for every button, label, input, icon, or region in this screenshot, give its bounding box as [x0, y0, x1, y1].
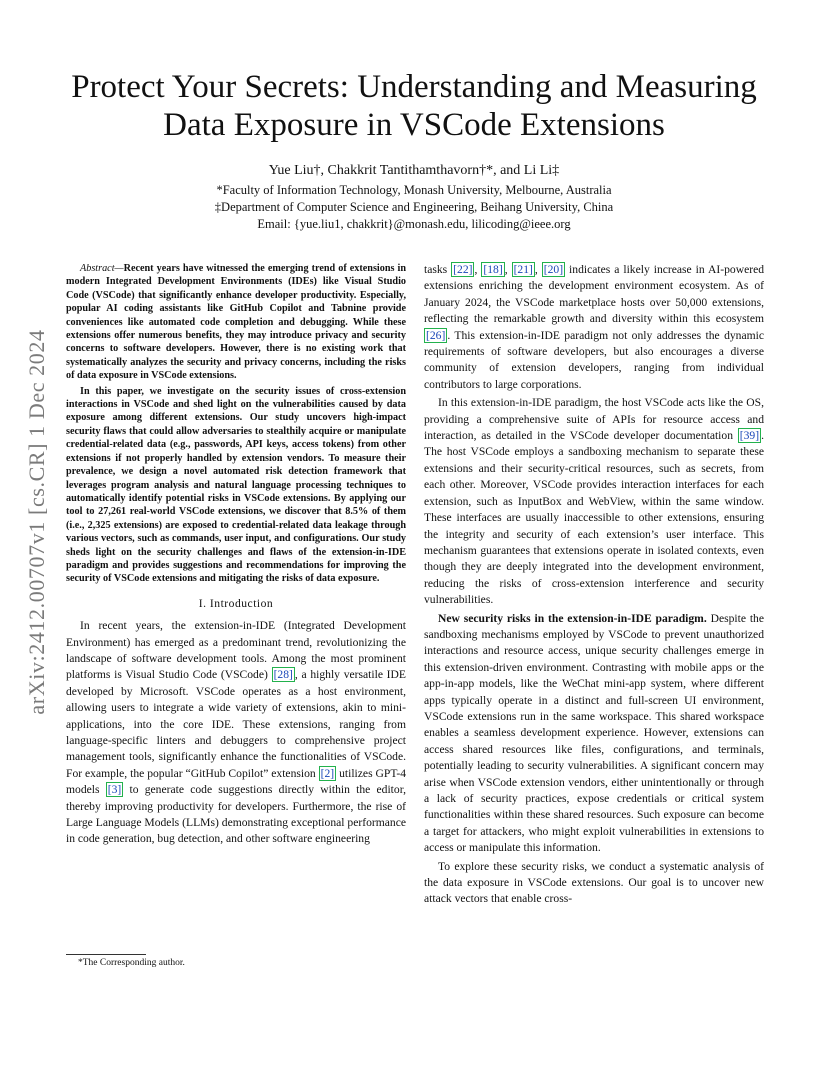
affiliation-monash: *Faculty of Information Technology, Monash University, Melbourne, Australia — [216, 183, 612, 197]
abstract — [66, 262, 406, 586]
body-text: , — [474, 263, 482, 276]
intro-text: In recent years, the extension-in-IDE (Integrated Development Environment) has emerged as a predominant trend, revolutionizing the landscape of software development tools. Among the most prominent platforms is Visual Studio Code (VSCode) — [66, 619, 406, 682]
right-paragraph-1 — [424, 262, 764, 393]
right-paragraph-2 — [424, 395, 764, 608]
intro-text: utilizes GPT-4 models — [66, 766, 407, 797]
intro-paragraph-1 — [66, 618, 406, 848]
body-text: Despite the sandboxing mechanisms employed by VSCode to prevent unauthorized interactions and resource access, unique security challenges emerge in this extension-driven environment. Contrasting with mobile apps or the app-in-app models, like the WeChat mini-app system, where different apps typically operate in a distinct and full-screen UI environment, VSCode extensions run in the same workspace. This shared workspace enables a seamless development experience. However, extensions can access shared resources like files, configurations, and terminals, potentially leading to security vulnerabilities. A significant concern may arise when VSCode extension vendors, either unintentionally or through a lack of security practices, expose credentials or critical system functionalities within these shared resources. Such exposure can become a target for attackers, who might exploit vulnerabilities in extensions to access or manipulate this information. — [424, 611, 764, 855]
citation-link[interactable]: [2] — [320, 766, 335, 780]
citation-link[interactable]: [39] — [739, 429, 760, 443]
body-text: , — [534, 263, 542, 276]
intro-text: to generate code suggestions directly within the editor, thereby improving productivity for developers. Furthermore, the rise of Large Language Models (LLMs) demonstrating exceptional performance in code generation, bug detection, and other software engineering — [66, 783, 406, 846]
author-list: Yue Liu†, Chakkrit Tantithamthavorn†*, and Li Li‡ — [268, 163, 560, 178]
right-paragraph-4: To explore these security risks, we conduct a systematic analysis of the data exposure in VSCode extensions. Our goal is to uncover new attack vectors that enable cross- — [424, 859, 764, 906]
arxiv-identifier — [22, 292, 52, 752]
citation-link[interactable]: [18] — [483, 263, 503, 276]
body-text: tasks — [424, 263, 452, 276]
paper-title: Protect Your Secrets: Understanding and Measuring Data Exposure in VSCode Extensions — [71, 69, 757, 143]
citation-link[interactable]: [3] — [107, 783, 122, 797]
citation-link[interactable]: [28] — [273, 668, 293, 682]
paragraph-lead-heading: New security risks in the extension-in-IDE paradigm. — [438, 611, 707, 625]
right-column — [424, 262, 764, 908]
citation-link[interactable]: [21] — [513, 263, 533, 276]
citation-link[interactable]: [20] — [543, 263, 564, 276]
abstract-paragraph-2: In this paper, we investigate on the security issues of cross-extension interactions in VSCode and shed light on the vulnerabilities caused by data exposure among different extensions. Our study uncovers high-impact security flaws that could allow adversaries to stealthily acquire or manipulate credential-related data (e.g., passwords, API keys, access tokens) from other extensions if not properly handled by extension vendors. To measure their prevalence, we design a novel automated risk detection framework that leverages program analysis and natural language processing techniques to automatically identify potential risks in VSCode extensions. By applying our tool to 27,261 real-world VSCode extensions, we discover that 8.5% of them (i.e., 2,325 extensions) are exposed to credential-related data leakage through various vectors, such as commands, user input, and configurations. Our study sheds light on the security challenges and flaws of the extension-in-IDE paradigm and provides suggestions and recommendations for improving the security of VSCode extensions and mitigating the risks of data exposure. — [66, 385, 406, 585]
citation-link[interactable]: [22] — [453, 263, 473, 276]
section-heading-introduction — [66, 596, 406, 612]
section-title: Introduction — [209, 596, 274, 610]
body-text: , — [504, 263, 512, 276]
body-text: In this extension-in-IDE paradigm, the host VSCode acts like the OS, providing a comprehensive suite of APIs for resource access and interaction, as detailed in the VSCode developer documentation — [424, 396, 764, 443]
body-text: indicates a likely increase in AI-powered extensions enriching the development environment ecosystem. As of January 2024, the VSCode marketplace hosts over 50,000 extensions, reflecting the remarkable growth and diversity within this ecosystem — [424, 263, 765, 326]
footnote-rule — [66, 954, 146, 955]
body-text: . The host VSCode employs a sandboxing mechanism to separate these extensions and their security-critical resources, such as secrets, from each other. Moreover, VSCode provides interaction interfaces for each extension, such as InputBox and WebView, within the same window. These interfaces are usually inaccessible to other extensions, ensuring the integrity and security of each extension’s user interface. This mechanism guarantees that extensions operate in isolated contexts, even though they are deeply integrated into the development environment, reducing the risks of cross-extension interference and security vulnerabilities. — [424, 429, 764, 607]
abstract-paragraph-1 — [66, 262, 406, 383]
body-text: . This extension-in-IDE paradigm not only addresses the dynamic requirements of software developers, but also encourages a diverse community of extension developers, ranging from individual contributors to large corporations. — [424, 328, 764, 391]
right-paragraph-3 — [424, 611, 764, 857]
author-emails: Email: {yue.liu1, chakkrit}@monash.edu, lilicoding@ieee.org — [257, 217, 571, 231]
abstract-text-1: Recent years have witnessed the emerging trend of extensions in modern Integrated Development Environments (IDEs) like Visual Studio Code (VSCode) that significantly enhance developer productivity. Especially, popular AI coding assistants like GitHub Copilot and Tabnine provide conveniences like automated code completion and debugging. While these extensions offer numerous benefits, they may introduce privacy and security concerns to software developers. However, there is no existing work that systematically analyzes the security and privacy concerns, including the risks of data exposure in VSCode extensions. — [66, 263, 406, 382]
affiliation-beihang: ‡Department of Computer Science and Engineering, Beihang University, China — [214, 200, 614, 214]
section-number: I. — [198, 596, 207, 610]
abstract-label: Abstract— — [80, 263, 124, 274]
left-column — [66, 262, 406, 848]
arxiv-identifier-text: arXiv:2412.00707v1 [cs.CR] 1 Dec 2024 — [24, 329, 49, 715]
citation-link[interactable]: [26] — [426, 328, 446, 342]
intro-text: , a highly versatile IDE developed by Microsoft. VSCode operates as a host environment, allowing users to integrate a wide variety of extensions, akin to mini-applications, into the core IDE. These extensions, ranging from language-specific linters and debuggers to comprehensive project management tools, significantly enhance the functionalities of VSCode. For example, the popular “GitHub Copilot” extension — [66, 668, 406, 780]
footnote: *The Corresponding author. — [78, 958, 185, 968]
